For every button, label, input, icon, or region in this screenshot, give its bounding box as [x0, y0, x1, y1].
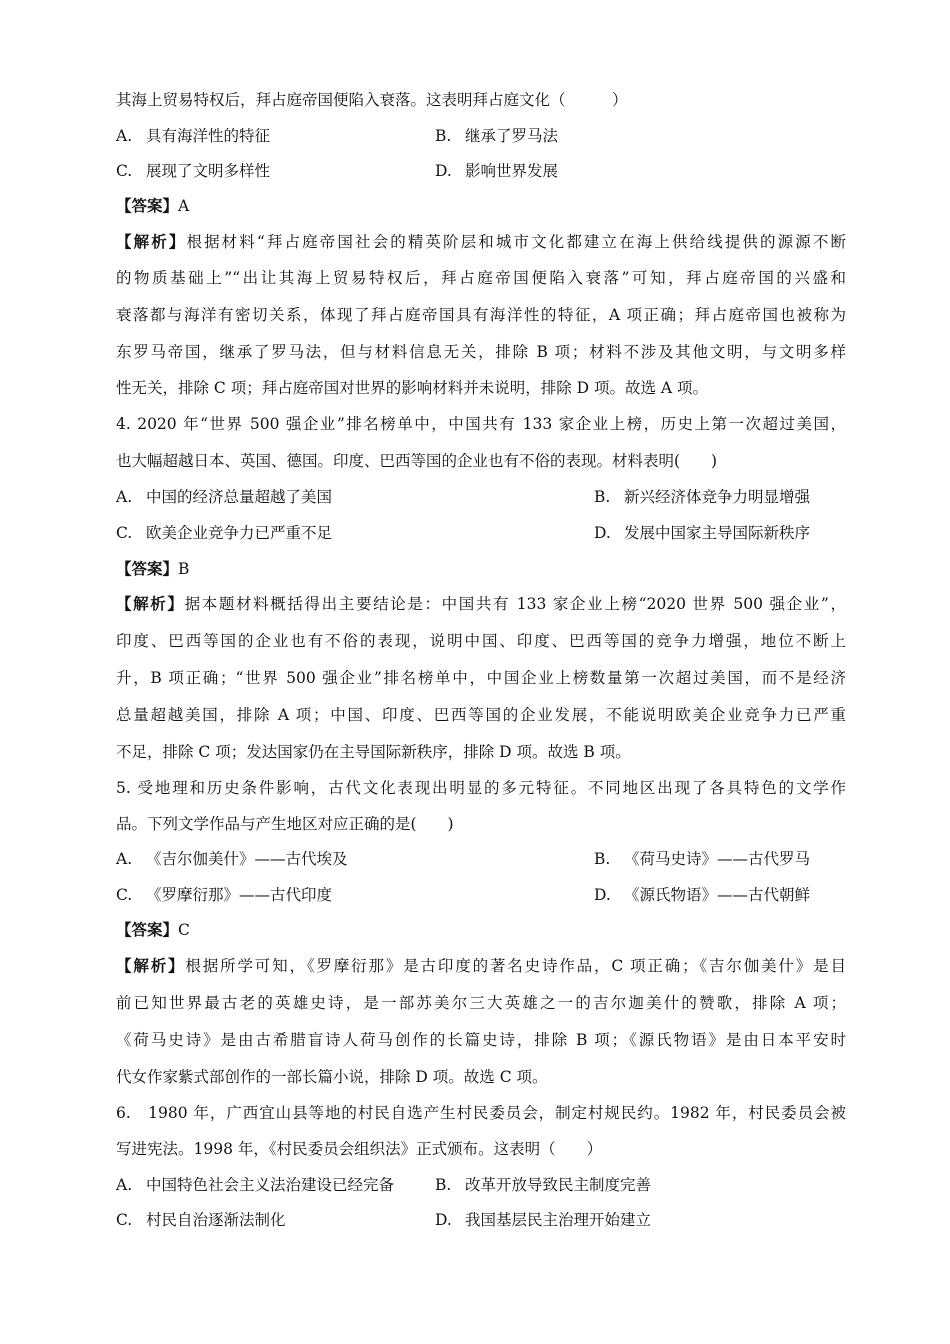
- q3-option-c: [116, 161, 270, 181]
- q3-option-b: [435, 126, 558, 146]
- q3-analysis-line-5: 性无关，排除 C 项；拜占庭帝国对世界的影响材料并未说明，排除 D 项。故选 A 项。: [116, 379, 709, 397]
- q4-stem-line-1: 4. 2020 年“世界 500 强企业”排名榜单中，中国共有 133 家企业上榜，历史上第一次超过美国，: [116, 415, 846, 433]
- q4-option-c: [116, 523, 332, 543]
- option-key: C.: [116, 162, 133, 180]
- q3-analysis-line-4: 东罗马帝国，继承了罗马法，但与材料信息无关，排除 B 项；材料不涉及其他文明，与文明多样: [116, 343, 846, 361]
- q5-option-a: [116, 849, 348, 869]
- option-text: 具有海洋性的特征: [146, 127, 271, 145]
- q6-option-d: [435, 1210, 651, 1230]
- analysis-text: 据本题材料概括得出主要结论是：中国共有 133 家企业上榜“2020 世界 500 强企业”，: [184, 595, 846, 613]
- answer-value: A: [178, 197, 190, 215]
- q4-analysis-line-5: 不足，排除 C 项；发达国家仍在主导国际新秩序，排除 D 项。故选 B 项。: [116, 743, 631, 761]
- analysis-text: 根据材料“拜占庭帝国社会的精英阶层和城市文化都建立在海上供给线提供的源源不断: [186, 233, 846, 251]
- q4-answer: [116, 559, 189, 579]
- option-key: B.: [594, 488, 611, 506]
- q5-option-c: [116, 885, 332, 905]
- answer-value: C: [178, 921, 190, 939]
- option-text: 中国的经济总量超越了美国: [146, 488, 333, 506]
- q4-option-b: [594, 487, 810, 507]
- analysis-label: 【解析】: [116, 956, 186, 975]
- option-text: 村民自治逐渐法制化: [146, 1211, 286, 1229]
- answer-value: B: [178, 560, 190, 578]
- option-key: A.: [116, 488, 133, 506]
- option-key: C.: [116, 1211, 133, 1229]
- option-key: C.: [116, 524, 133, 542]
- q3-option-a: [116, 126, 270, 146]
- option-text: 继承了罗马法: [465, 127, 559, 145]
- option-text: 《吉尔伽美什》——古代埃及: [146, 850, 348, 868]
- option-text: 发展中国家主导国际新秩序: [624, 524, 811, 542]
- option-key: D.: [435, 1211, 452, 1229]
- q3-stem: 其海上贸易特权后，拜占庭帝国便陷入衰落。这表明拜占庭文化（ ）: [116, 91, 628, 109]
- answer-label: 【答案】: [116, 559, 179, 578]
- q4-option-d: [594, 523, 810, 543]
- option-key: D.: [594, 524, 611, 542]
- option-key: A.: [116, 127, 133, 145]
- option-text: 新兴经济体竞争力明显增强: [624, 488, 811, 506]
- q4-option-a: [116, 487, 332, 507]
- option-key: D.: [435, 162, 452, 180]
- option-key: B.: [435, 1176, 452, 1194]
- q4-analysis-line-2: 印度、巴西等国的企业也有不俗的表现，说明中国、印度、巴西等国的竞争力增强，地位不断上: [116, 632, 846, 650]
- q6-stem-line-2: 写进宪法。1998 年，《村民委员会组织法》正式颁布。这表明（ ）: [116, 1140, 603, 1158]
- analysis-text: 根据所学可知，《罗摩衍那》是古印度的著名史诗作品，C 项正确；《吉尔伽美什》是目: [185, 957, 846, 975]
- q4-analysis-line-1: [116, 594, 846, 614]
- q5-answer: [116, 920, 190, 940]
- q3-analysis-line-1: [116, 232, 846, 252]
- answer-label: 【答案】: [116, 920, 179, 939]
- option-key: D.: [594, 886, 611, 904]
- q4-analysis-line-4: 总量超越美国，排除 A 项；中国、印度、巴西等国的企业发展，不能说明欧美企业竞争力已严重: [116, 706, 846, 724]
- q6-option-b: [435, 1175, 651, 1195]
- option-text: 欧美企业竞争力已严重不足: [146, 524, 333, 542]
- q6-option-c: [116, 1210, 286, 1230]
- q5-analysis-line-2: 前已知世界最古老的英雄史诗，是一部苏美尔三大英雄之一的吉尔迦美什的赞歌，排除 A 项；: [116, 994, 846, 1012]
- analysis-label: 【解析】: [116, 232, 187, 251]
- answer-label: 【答案】: [116, 196, 179, 215]
- q6-stem-line-1: 6. 1980 年，广西宜山县等地的村民自选产生村民委员会，制定村规民约。1982 年，村民委员会被: [116, 1104, 846, 1122]
- q3-analysis-line-2: 的物质基础上”“出让其海上贸易特权后，拜占庭帝国便陷入衰落”可知，拜占庭帝国的兴盛和: [116, 269, 846, 287]
- q3-option-d: [435, 161, 558, 181]
- q3-answer: [116, 196, 189, 216]
- option-text: 中国特色社会主义法治建设已经完备: [146, 1176, 395, 1194]
- option-text: 展现了文明多样性: [146, 162, 271, 180]
- q5-analysis-line-4: 代女作家紫式部创作的一部长篇小说，排除 D 项。故选 C 项。: [116, 1068, 548, 1086]
- option-key: B.: [594, 850, 611, 868]
- q5-stem-line-1: 5. 受地理和历史条件影响，古代文化表现出明显的多元特征。不同地区出现了各具特色的文学作: [116, 779, 846, 797]
- option-text: 影响世界发展: [465, 162, 559, 180]
- q4-analysis-line-3: 升，B 项正确；“世界 500 强企业”排名榜单中，中国企业上榜数量第一次超过美国，而不是经济: [116, 669, 846, 687]
- q5-stem-line-2: 品。下列文学作品与产生地区对应正确的是( ): [116, 815, 454, 833]
- option-key: C.: [116, 886, 133, 904]
- option-text: 我国基层民主治理开始建立: [465, 1211, 652, 1229]
- q4-stem-line-2: 也大幅超越日本、英国、德国。印度、巴西等国的企业也有不俗的表现。材料表明( ): [116, 452, 718, 470]
- q3-analysis-line-3: 衰落都与海洋有密切关系，体现了拜占庭帝国具有海洋性的特征，A 项正确；拜占庭帝国也被称为: [116, 306, 846, 324]
- option-text: 《荷马史诗》——古代罗马: [624, 850, 811, 868]
- option-text: 《罗摩衍那》——古代印度: [146, 886, 333, 904]
- q5-option-d: [594, 885, 810, 905]
- q6-option-a: [116, 1175, 394, 1195]
- analysis-label: 【解析】: [116, 594, 185, 613]
- option-key: A.: [116, 850, 133, 868]
- option-text: 改革开放导致民主制度完善: [465, 1176, 652, 1194]
- q5-analysis-line-3: 《荷马史诗》是由古希腊盲诗人荷马创作的长篇史诗，排除 B 项；《源氏物语》是由日本平安时: [116, 1031, 846, 1049]
- option-text: 《源氏物语》——古代朝鲜: [624, 886, 811, 904]
- option-key: B.: [435, 127, 452, 145]
- q5-option-b: [594, 849, 810, 869]
- q5-analysis-line-1: [116, 956, 846, 976]
- option-key: A.: [116, 1176, 133, 1194]
